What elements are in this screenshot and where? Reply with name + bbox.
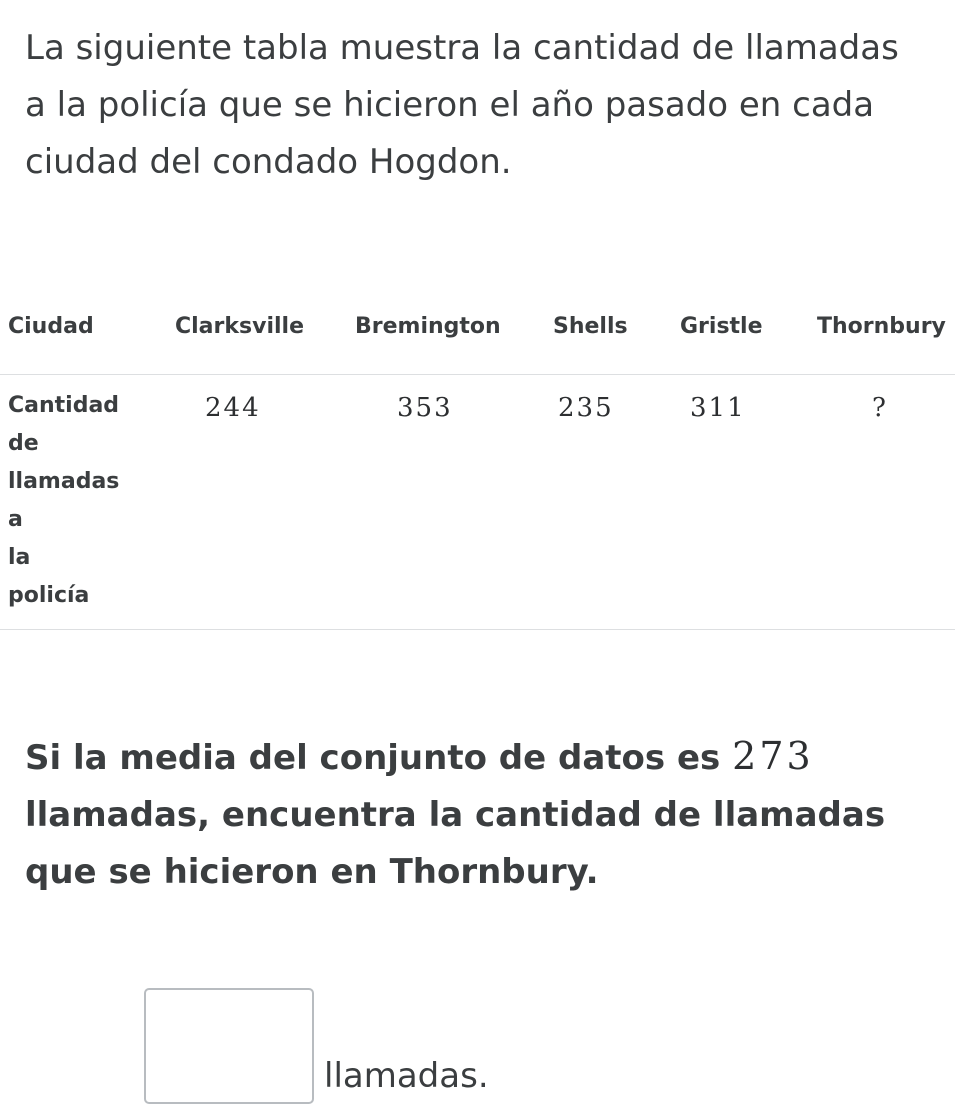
header-bremington: Bremington bbox=[355, 300, 553, 374]
cell-bremington bbox=[355, 374, 553, 629]
cell-shells bbox=[553, 374, 680, 629]
table-header-row bbox=[0, 300, 955, 374]
header-thornbury: Thornbury bbox=[817, 300, 955, 374]
question-after: llamadas, encuentra la cantidad de llamadas que se hicieron en Thornbury. bbox=[25, 795, 886, 892]
cell-gristle bbox=[680, 374, 817, 629]
value-bremington: 353 bbox=[397, 392, 453, 423]
row-label bbox=[0, 374, 175, 629]
calls-table-container bbox=[0, 300, 955, 630]
value-gristle: 311 bbox=[690, 392, 746, 423]
header-gristle: Gristle bbox=[680, 300, 817, 374]
question-before: Si la media del conjunto de datos es bbox=[25, 738, 721, 778]
header-clarksville: Clarksville bbox=[175, 300, 355, 374]
header-shells: Shells bbox=[553, 300, 680, 374]
value-shells: 235 bbox=[558, 392, 614, 423]
cell-clarksville bbox=[175, 374, 355, 629]
answer-input[interactable] bbox=[144, 988, 314, 1104]
mean-value: 273 bbox=[732, 734, 814, 778]
table-row bbox=[0, 374, 955, 629]
header-city: Ciudad bbox=[0, 300, 175, 374]
answer-unit: llamadas. bbox=[324, 1056, 489, 1096]
answer-row bbox=[144, 988, 489, 1104]
value-clarksville: 244 bbox=[205, 392, 261, 423]
question-text bbox=[25, 728, 935, 901]
cell-thornbury bbox=[817, 374, 955, 629]
row-label-text: Cantidad de llamadas a la policía bbox=[8, 392, 120, 608]
value-thornbury-unknown: ? bbox=[872, 392, 888, 423]
calls-table bbox=[0, 300, 955, 630]
intro-text: La siguiente tabla muestra la cantidad de llamadas a la policía que se hicieron el año pasado en cada ciudad del condado Hogdon. bbox=[25, 28, 899, 182]
